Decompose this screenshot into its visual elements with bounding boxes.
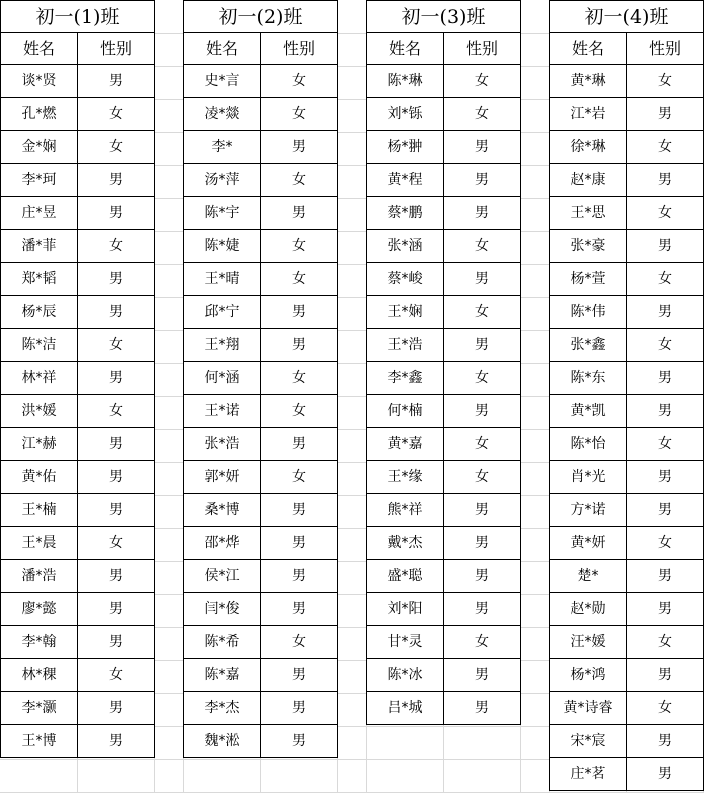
student-name-cell[interactable]: 吕*城 <box>367 692 444 725</box>
table-row <box>550 758 704 791</box>
student-gender-cell[interactable]: 女 <box>261 98 338 131</box>
student-gender-cell[interactable]: 男 <box>444 494 521 527</box>
student-name-cell[interactable]: 郭*妍 <box>184 461 261 494</box>
student-name-cell[interactable]: 陈*洁 <box>1 329 78 362</box>
table-row <box>550 494 704 527</box>
student-gender-cell[interactable]: 男 <box>261 659 338 692</box>
table-row <box>367 362 521 395</box>
table-row <box>1 164 155 197</box>
student-name-cell[interactable]: 张*涵 <box>367 230 444 263</box>
student-gender-cell[interactable]: 男 <box>261 560 338 593</box>
table-row <box>1 428 155 461</box>
student-name-cell[interactable]: 陈*东 <box>550 362 627 395</box>
table-row <box>367 560 521 593</box>
student-gender-cell[interactable]: 男 <box>78 296 155 329</box>
student-gender-cell[interactable]: 男 <box>627 560 704 593</box>
student-gender-cell[interactable]: 女 <box>261 230 338 263</box>
student-gender-cell[interactable]: 女 <box>78 230 155 263</box>
student-gender-cell[interactable]: 女 <box>261 263 338 296</box>
student-name-cell[interactable]: 陈*冰 <box>367 659 444 692</box>
student-name-cell[interactable]: 何*楠 <box>367 395 444 428</box>
table-row <box>184 164 338 197</box>
student-gender-cell[interactable]: 女 <box>444 296 521 329</box>
table-row <box>550 65 704 98</box>
table-row <box>1 626 155 659</box>
table-row <box>367 329 521 362</box>
table-row <box>184 131 338 164</box>
student-gender-cell[interactable]: 男 <box>444 164 521 197</box>
student-name-cell[interactable]: 王*缘 <box>367 461 444 494</box>
student-gender-cell[interactable]: 男 <box>444 395 521 428</box>
student-gender-cell[interactable]: 女 <box>261 164 338 197</box>
header-gender[interactable]: 性别 <box>444 33 521 65</box>
table-row <box>1 659 155 692</box>
student-gender-cell[interactable]: 男 <box>627 395 704 428</box>
student-name-cell[interactable]: 侯*江 <box>184 560 261 593</box>
table-row <box>367 65 521 98</box>
student-gender-cell[interactable]: 男 <box>78 593 155 626</box>
student-name-cell[interactable]: 闫*俊 <box>184 593 261 626</box>
table-row <box>1 362 155 395</box>
student-name-cell[interactable]: 宋*宸 <box>550 725 627 758</box>
student-name-cell[interactable]: 陈*婕 <box>184 230 261 263</box>
student-name-cell[interactable]: 庄*茗 <box>550 758 627 791</box>
student-name-cell[interactable]: 黄*妍 <box>550 527 627 560</box>
table-row <box>367 428 521 461</box>
table-row <box>367 197 521 230</box>
student-name-cell[interactable]: 戴*杰 <box>367 527 444 560</box>
table-row <box>550 560 704 593</box>
class-table-2 <box>183 0 338 758</box>
student-gender-cell[interactable]: 男 <box>261 197 338 230</box>
student-gender-cell[interactable]: 男 <box>78 692 155 725</box>
student-gender-cell[interactable]: 女 <box>627 428 704 461</box>
student-name-cell[interactable]: 甘*灵 <box>367 626 444 659</box>
student-name-cell[interactable]: 王*博 <box>1 725 78 758</box>
student-gender-cell[interactable]: 女 <box>444 461 521 494</box>
class-table-3 <box>366 0 521 725</box>
student-name-cell[interactable]: 陈*嘉 <box>184 659 261 692</box>
student-name-cell[interactable]: 陈*伟 <box>550 296 627 329</box>
table-row <box>184 428 338 461</box>
header-name[interactable]: 姓名 <box>550 33 627 65</box>
student-gender-cell[interactable]: 男 <box>78 428 155 461</box>
table-row <box>1 560 155 593</box>
class-title[interactable]: 初一(4)班 <box>550 1 704 33</box>
student-name-cell[interactable]: 江*岩 <box>550 98 627 131</box>
student-name-cell[interactable]: 谈*贤 <box>1 65 78 98</box>
table-row <box>367 98 521 131</box>
student-name-cell[interactable]: 林*祥 <box>1 362 78 395</box>
student-gender-cell[interactable]: 女 <box>261 626 338 659</box>
student-name-cell[interactable]: 王*晴 <box>184 263 261 296</box>
student-name-cell[interactable]: 杨*萱 <box>550 263 627 296</box>
header-gender[interactable]: 性别 <box>78 33 155 65</box>
student-gender-cell[interactable]: 男 <box>444 329 521 362</box>
student-gender-cell[interactable]: 男 <box>444 527 521 560</box>
student-gender-cell[interactable]: 男 <box>627 593 704 626</box>
student-name-cell[interactable]: 张*鑫 <box>550 329 627 362</box>
student-name-cell[interactable]: 李*鑫 <box>367 362 444 395</box>
student-gender-cell[interactable]: 女 <box>78 131 155 164</box>
class-title[interactable]: 初一(3)班 <box>367 1 521 33</box>
header-row <box>1 33 155 65</box>
student-name-cell[interactable]: 张*浩 <box>184 428 261 461</box>
student-name-cell[interactable]: 蔡*鹏 <box>367 197 444 230</box>
student-gender-cell[interactable]: 女 <box>627 329 704 362</box>
student-name-cell[interactable]: 王*翔 <box>184 329 261 362</box>
table-row <box>184 395 338 428</box>
student-name-cell[interactable]: 蔡*峻 <box>367 263 444 296</box>
student-gender-cell[interactable]: 男 <box>627 230 704 263</box>
table-row <box>550 362 704 395</box>
table-row <box>550 725 704 758</box>
student-gender-cell[interactable]: 男 <box>627 725 704 758</box>
class-title-row <box>550 1 704 33</box>
header-gender[interactable]: 性别 <box>261 33 338 65</box>
student-name-cell[interactable]: 廖*懿 <box>1 593 78 626</box>
student-gender-cell[interactable]: 男 <box>78 362 155 395</box>
student-gender-cell[interactable]: 女 <box>78 527 155 560</box>
table-row <box>1 230 155 263</box>
table-row <box>550 164 704 197</box>
table-row <box>184 527 338 560</box>
class-table-4 <box>549 0 704 791</box>
student-gender-cell[interactable]: 女 <box>444 626 521 659</box>
student-name-cell[interactable]: 黄*琳 <box>550 65 627 98</box>
student-name-cell[interactable]: 盛*聪 <box>367 560 444 593</box>
student-name-cell[interactable]: 孔*燃 <box>1 98 78 131</box>
student-name-cell[interactable]: 李*杰 <box>184 692 261 725</box>
student-gender-cell[interactable]: 男 <box>78 725 155 758</box>
table-row <box>367 692 521 725</box>
student-gender-cell[interactable]: 女 <box>627 692 704 725</box>
student-name-cell[interactable]: 何*涵 <box>184 362 261 395</box>
student-gender-cell[interactable]: 女 <box>444 98 521 131</box>
student-name-cell[interactable]: 徐*琳 <box>550 131 627 164</box>
student-gender-cell[interactable]: 男 <box>444 560 521 593</box>
student-name-cell[interactable]: 赵*勋 <box>550 593 627 626</box>
student-gender-cell[interactable]: 男 <box>78 461 155 494</box>
student-gender-cell[interactable]: 女 <box>627 197 704 230</box>
header-name[interactable]: 姓名 <box>367 33 444 65</box>
student-gender-cell[interactable]: 男 <box>78 197 155 230</box>
student-gender-cell[interactable]: 女 <box>78 98 155 131</box>
table-row <box>1 98 155 131</box>
table-row <box>550 692 704 725</box>
student-name-cell[interactable]: 李*灏 <box>1 692 78 725</box>
student-gender-cell[interactable]: 男 <box>261 692 338 725</box>
table-row <box>1 692 155 725</box>
student-gender-cell[interactable]: 男 <box>261 593 338 626</box>
table-row <box>1 593 155 626</box>
student-name-cell[interactable]: 李* <box>184 131 261 164</box>
table-row <box>367 461 521 494</box>
student-name-cell[interactable]: 黄*诗睿 <box>550 692 627 725</box>
student-gender-cell[interactable]: 男 <box>627 659 704 692</box>
student-name-cell[interactable]: 方*诺 <box>550 494 627 527</box>
table-row <box>367 626 521 659</box>
student-name-cell[interactable]: 肖*光 <box>550 461 627 494</box>
student-gender-cell[interactable]: 女 <box>78 659 155 692</box>
table-row <box>550 230 704 263</box>
student-name-cell[interactable]: 王*楠 <box>1 494 78 527</box>
student-name-cell[interactable]: 邱*宁 <box>184 296 261 329</box>
student-name-cell[interactable]: 江*赫 <box>1 428 78 461</box>
table-row <box>1 461 155 494</box>
table-row <box>184 461 338 494</box>
student-name-cell[interactable]: 洪*媛 <box>1 395 78 428</box>
class-title[interactable]: 初一(2)班 <box>184 1 338 33</box>
student-gender-cell[interactable]: 男 <box>627 296 704 329</box>
student-name-cell[interactable]: 李*翰 <box>1 626 78 659</box>
student-gender-cell[interactable]: 女 <box>444 362 521 395</box>
student-name-cell[interactable]: 汪*媛 <box>550 626 627 659</box>
student-name-cell[interactable]: 张*豪 <box>550 230 627 263</box>
table-row <box>367 527 521 560</box>
student-name-cell[interactable]: 潘*浩 <box>1 560 78 593</box>
student-name-cell[interactable]: 金*娴 <box>1 131 78 164</box>
header-gender[interactable]: 性别 <box>627 33 704 65</box>
table-row <box>550 131 704 164</box>
student-name-cell[interactable]: 郑*韬 <box>1 263 78 296</box>
student-name-cell[interactable]: 赵*康 <box>550 164 627 197</box>
student-name-cell[interactable]: 史*言 <box>184 65 261 98</box>
student-name-cell[interactable]: 陈*宇 <box>184 197 261 230</box>
student-name-cell[interactable]: 汤*萍 <box>184 164 261 197</box>
student-gender-cell[interactable]: 女 <box>261 65 338 98</box>
table-row <box>550 461 704 494</box>
table-row <box>184 263 338 296</box>
table-row <box>184 494 338 527</box>
student-name-cell[interactable]: 王*浩 <box>367 329 444 362</box>
table-row <box>550 197 704 230</box>
table-row <box>367 164 521 197</box>
table-row <box>550 626 704 659</box>
student-name-cell[interactable]: 黄*佑 <box>1 461 78 494</box>
student-name-cell[interactable]: 林*稞 <box>1 659 78 692</box>
student-gender-cell[interactable]: 男 <box>261 329 338 362</box>
student-name-cell[interactable]: 潘*菲 <box>1 230 78 263</box>
header-name[interactable]: 姓名 <box>1 33 78 65</box>
student-name-cell[interactable]: 王*晨 <box>1 527 78 560</box>
student-gender-cell[interactable]: 男 <box>627 362 704 395</box>
student-name-cell[interactable]: 桑*博 <box>184 494 261 527</box>
table-row <box>1 527 155 560</box>
table-row <box>367 230 521 263</box>
student-name-cell[interactable]: 杨*翀 <box>367 131 444 164</box>
header-name[interactable]: 姓名 <box>184 33 261 65</box>
table-row <box>550 428 704 461</box>
student-name-cell[interactable]: 王*娴 <box>367 296 444 329</box>
student-name-cell[interactable]: 陈*怡 <box>550 428 627 461</box>
student-name-cell[interactable]: 杨*鸿 <box>550 659 627 692</box>
student-gender-cell[interactable]: 女 <box>627 65 704 98</box>
student-gender-cell[interactable]: 男 <box>261 725 338 758</box>
table-row <box>184 230 338 263</box>
table-row <box>1 263 155 296</box>
student-name-cell[interactable]: 陈*琳 <box>367 65 444 98</box>
table-row <box>367 593 521 626</box>
student-name-cell[interactable]: 黄*凯 <box>550 395 627 428</box>
student-gender-cell[interactable]: 男 <box>444 659 521 692</box>
student-gender-cell[interactable]: 男 <box>78 494 155 527</box>
table-row <box>184 593 338 626</box>
table-row <box>367 131 521 164</box>
table-row <box>184 560 338 593</box>
student-gender-cell[interactable]: 女 <box>627 131 704 164</box>
student-gender-cell[interactable]: 女 <box>261 461 338 494</box>
student-gender-cell[interactable]: 男 <box>627 494 704 527</box>
student-gender-cell[interactable]: 男 <box>444 692 521 725</box>
table-row <box>184 329 338 362</box>
student-gender-cell[interactable]: 女 <box>444 428 521 461</box>
student-gender-cell[interactable]: 女 <box>444 230 521 263</box>
student-gender-cell[interactable]: 女 <box>78 329 155 362</box>
student-gender-cell[interactable]: 女 <box>627 263 704 296</box>
student-gender-cell[interactable]: 男 <box>444 131 521 164</box>
table-row <box>550 329 704 362</box>
table-row <box>550 395 704 428</box>
table-row <box>1 725 155 758</box>
student-name-cell[interactable]: 王*诺 <box>184 395 261 428</box>
student-name-cell[interactable]: 邵*烨 <box>184 527 261 560</box>
header-row <box>367 33 521 65</box>
header-row <box>550 33 704 65</box>
student-gender-cell[interactable]: 男 <box>444 593 521 626</box>
student-name-cell[interactable]: 庄*昱 <box>1 197 78 230</box>
student-gender-cell[interactable]: 女 <box>627 626 704 659</box>
student-gender-cell[interactable]: 男 <box>78 560 155 593</box>
student-name-cell[interactable]: 李*珂 <box>1 164 78 197</box>
table-row <box>1 329 155 362</box>
table-row <box>367 263 521 296</box>
table-row <box>184 725 338 758</box>
student-gender-cell[interactable]: 男 <box>261 494 338 527</box>
student-gender-cell[interactable]: 男 <box>78 626 155 659</box>
table-row <box>184 296 338 329</box>
table-row <box>550 296 704 329</box>
table-row <box>367 296 521 329</box>
table-row <box>1 296 155 329</box>
class-title-row <box>184 1 338 33</box>
student-gender-cell[interactable]: 男 <box>261 527 338 560</box>
table-row <box>184 626 338 659</box>
student-gender-cell[interactable]: 男 <box>261 131 338 164</box>
table-row <box>550 98 704 131</box>
student-name-cell[interactable]: 凌*燚 <box>184 98 261 131</box>
table-row <box>184 362 338 395</box>
table-row <box>184 692 338 725</box>
table-row <box>367 659 521 692</box>
table-row <box>1 494 155 527</box>
class-title-row <box>367 1 521 33</box>
table-row <box>1 131 155 164</box>
table-row <box>184 65 338 98</box>
table-row <box>184 98 338 131</box>
student-name-cell[interactable]: 熊*祥 <box>367 494 444 527</box>
table-row <box>367 494 521 527</box>
table-row <box>550 263 704 296</box>
table-row <box>184 659 338 692</box>
student-gender-cell[interactable]: 男 <box>627 461 704 494</box>
student-gender-cell[interactable]: 男 <box>444 263 521 296</box>
student-name-cell[interactable]: 楚* <box>550 560 627 593</box>
table-row <box>1 395 155 428</box>
table-row <box>1 65 155 98</box>
table-row <box>367 395 521 428</box>
student-name-cell[interactable]: 王*思 <box>550 197 627 230</box>
student-name-cell[interactable]: 陈*希 <box>184 626 261 659</box>
student-gender-cell[interactable]: 男 <box>78 164 155 197</box>
student-name-cell[interactable]: 黄*程 <box>367 164 444 197</box>
student-gender-cell[interactable]: 男 <box>78 65 155 98</box>
student-gender-cell[interactable]: 男 <box>261 296 338 329</box>
student-name-cell[interactable]: 杨*辰 <box>1 296 78 329</box>
class-title-row <box>1 1 155 33</box>
student-gender-cell[interactable]: 男 <box>627 98 704 131</box>
student-gender-cell[interactable]: 女 <box>444 65 521 98</box>
student-name-cell[interactable]: 黄*嘉 <box>367 428 444 461</box>
student-gender-cell[interactable]: 女 <box>261 362 338 395</box>
student-gender-cell[interactable]: 女 <box>627 527 704 560</box>
student-gender-cell[interactable]: 男 <box>261 428 338 461</box>
table-row <box>184 197 338 230</box>
class-table-1 <box>0 0 155 758</box>
student-gender-cell[interactable]: 男 <box>627 164 704 197</box>
table-row <box>1 197 155 230</box>
table-row <box>550 527 704 560</box>
student-gender-cell[interactable]: 男 <box>78 263 155 296</box>
table-row <box>550 593 704 626</box>
student-name-cell[interactable]: 魏*淞 <box>184 725 261 758</box>
student-gender-cell[interactable]: 男 <box>444 197 521 230</box>
student-gender-cell[interactable]: 女 <box>261 395 338 428</box>
student-name-cell[interactable]: 刘*铄 <box>367 98 444 131</box>
student-gender-cell[interactable]: 男 <box>627 758 704 791</box>
class-title[interactable]: 初一(1)班 <box>1 1 155 33</box>
table-row <box>550 659 704 692</box>
header-row <box>184 33 338 65</box>
student-gender-cell[interactable]: 女 <box>78 395 155 428</box>
student-name-cell[interactable]: 刘*阳 <box>367 593 444 626</box>
